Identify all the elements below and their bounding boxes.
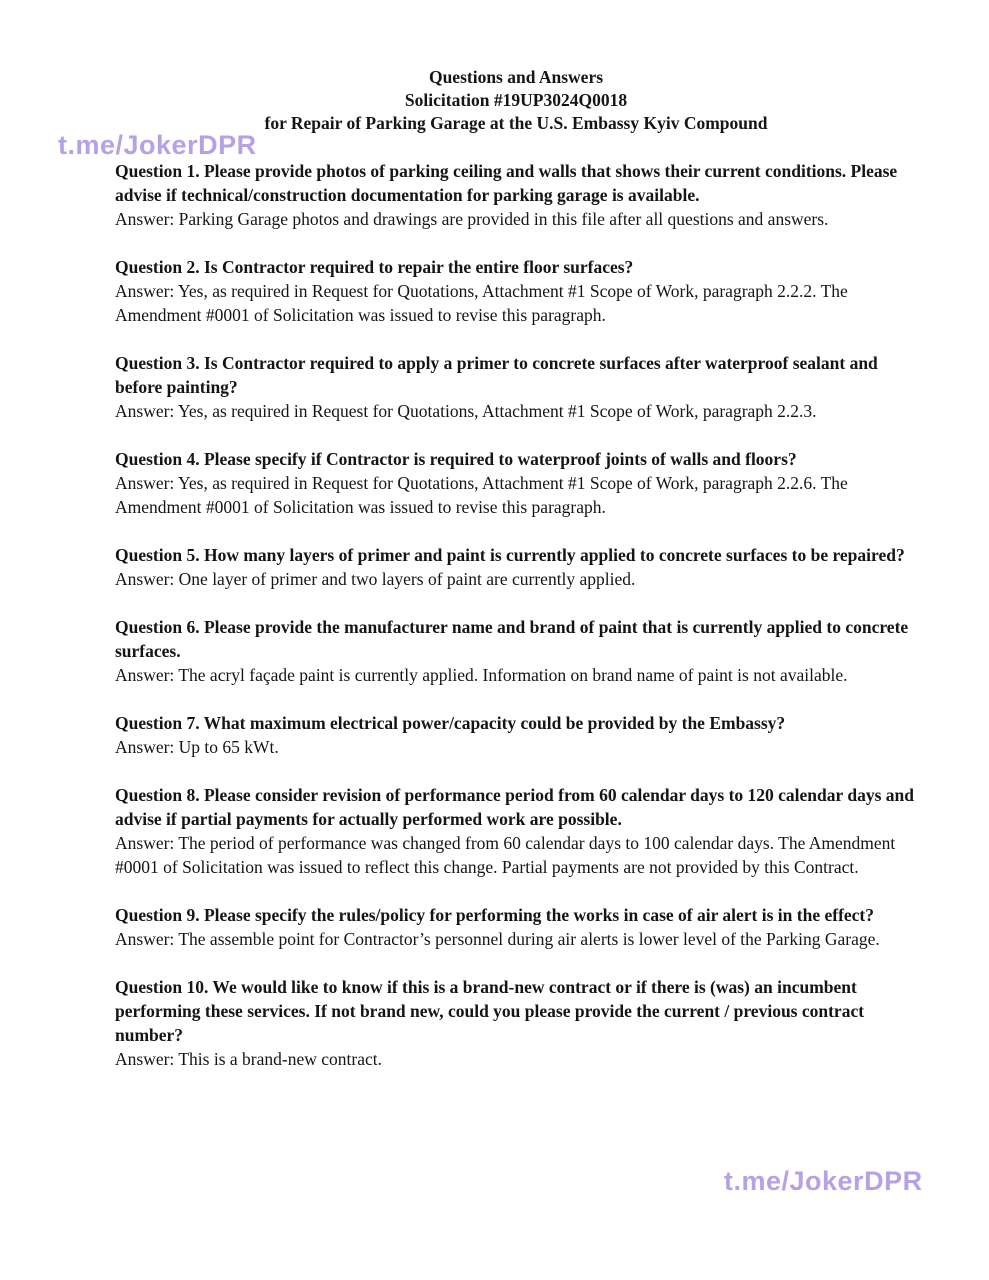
question-text: Question 2. Is Contractor required to repair the entire floor surfaces? [115,257,634,277]
answer-text: Answer: The assemble point for Contractor’s personnel during air alerts is lower level of the Parking Garage. [115,929,880,949]
answer-text: Answer: The acryl façade paint is currently applied. Information on brand name of paint is not available. [115,665,848,685]
qa-block [115,975,917,1071]
qa-block [115,711,917,759]
question-text: Question 4. Please specify if Contractor is required to waterproof joints of walls and floors? [115,449,797,469]
qa-block [115,351,917,423]
question-text: Question 10. We would like to know if this is a brand-new contract or if there is (was) an incumbent performing these services. If not brand new, could you please provide the current / previous contract number? [115,977,865,1045]
question-text: Question 5. How many layers of primer and paint is currently applied to concrete surfaces to be repaired? [115,545,905,565]
title-line-1: Questions and Answers [428,67,604,87]
question-text: Question 6. Please provide the manufacturer name and brand of paint that is currently applied to concrete surfaces. [115,617,909,661]
title-line-3: for Repair of Parking Garage at the U.S. Embassy Kyiv Compound [264,113,768,133]
answer-text: Answer: Up to 65 kWt. [115,737,279,757]
qa-list [115,159,917,1071]
question-text: Question 3. Is Contractor required to apply a primer to concrete surfaces after waterproof sealant and before painting? [115,353,878,397]
answer-text: Answer: This is a brand-new contract. [115,1049,382,1069]
qa-block [115,615,917,687]
document-content [115,66,917,1095]
title-line-2: Solicitation #19UP3024Q0018 [404,90,628,110]
question-text: Question 7. What maximum electrical power/capacity could be provided by the Embassy? [115,713,786,733]
qa-block [115,543,917,591]
answer-text: Answer: The period of performance was changed from 60 calendar days to 100 calendar days. The Amendment #0001 of Solicitation was issued to reflect this change. Partial payments are not provided by this Contract. [115,833,896,877]
answer-text: Answer: Parking Garage photos and drawings are provided in this file after all questions and answers. [115,209,829,229]
qa-block [115,783,917,879]
qa-block [115,447,917,519]
qa-block [115,159,917,231]
answer-text: Answer: Yes, as required in Request for Quotations, Attachment #1 Scope of Work, paragraph 2.2.2. The Amendment #0001 of Solicitation was issued to revise this paragraph. [115,281,848,325]
question-text: Question 9. Please specify the rules/policy for performing the works in case of air alert is in the effect? [115,905,875,925]
answer-text: Answer: Yes, as required in Request for Quotations, Attachment #1 Scope of Work, paragraph 2.2.6. The Amendment #0001 of Solicitation was issued to revise this paragraph. [115,473,848,517]
answer-text: Answer: Yes, as required in Request for Quotations, Attachment #1 Scope of Work, paragraph 2.2.3. [115,401,817,421]
question-text: Question 8. Please consider revision of performance period from 60 calendar days to 120 calendar days and advise if partial payments for actually performed work are possible. [115,785,914,829]
qa-block [115,255,917,327]
qa-block [115,903,917,951]
watermark-top: t.me/JokerDPR [58,130,257,160]
question-text: Question 1. Please provide photos of parking ceiling and walls that shows their current conditions. Please advise if technical/construction documentation for parking garage is available. [115,161,898,205]
answer-text: Answer: One layer of primer and two layers of paint are currently applied. [115,569,636,589]
document-title [115,66,917,135]
watermark-bottom: t.me/JokerDPR [724,1166,923,1196]
